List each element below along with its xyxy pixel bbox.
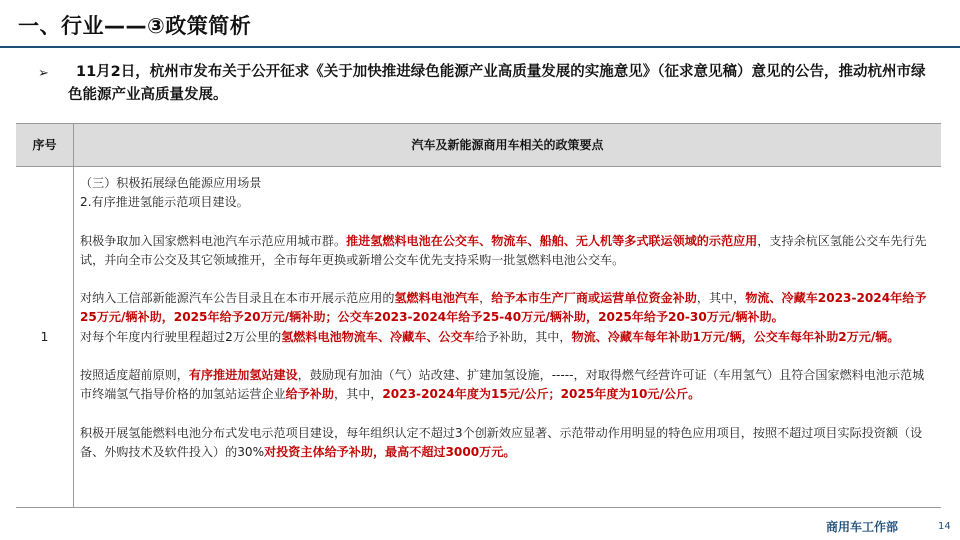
table-header bbox=[16, 124, 941, 167]
highlight-text: 2023-2024年度为15元/公斤；2025年度为10元/公斤。 bbox=[382, 387, 701, 402]
bullet-arrow-icon: ➢ bbox=[38, 66, 49, 81]
text: 对纳入工信部新能源汽车公告目录且在本市开展示范应用的 bbox=[80, 291, 395, 306]
text: 对每个年度内行驶里程超过2万公里的 bbox=[80, 329, 282, 344]
policy-content bbox=[80, 174, 932, 462]
text: ，其中， bbox=[696, 291, 746, 306]
page-title: 一、行业——③政策简析 bbox=[18, 14, 252, 38]
text: ， bbox=[479, 291, 492, 306]
highlight-text: 物流、冷藏车2023-2024年给予25万元/辆补助，2025年给予20万元/辆补助；公交车2023-2024年给予25-40万元/辆补助，2025年给予20-30万元/辆补助。 bbox=[80, 291, 927, 325]
title-divider bbox=[0, 46, 960, 48]
spacer bbox=[80, 347, 932, 366]
paragraph-hydrogen-station bbox=[80, 366, 932, 405]
text: ，其中， bbox=[334, 387, 383, 402]
section-title bbox=[80, 174, 932, 193]
header-serial: 序号 bbox=[16, 124, 74, 166]
highlight-text: 对投资主体给予补助，最高不超过3000万元。 bbox=[264, 444, 516, 459]
text: 按照适度超前原则， bbox=[80, 368, 189, 383]
text: 给予补助，其中， bbox=[474, 329, 572, 344]
row-number: 1 bbox=[40, 329, 49, 344]
column-divider bbox=[73, 166, 74, 507]
highlight-text: 给予补助 bbox=[285, 387, 334, 402]
paragraph-fuel-cell-demo bbox=[80, 232, 932, 271]
item-title-text: 2.有序推进氢能示范项目建设。 bbox=[80, 195, 249, 210]
bullet-text: 11月2日，杭州市发布关于公开征求《关于加快推进绿色能源产业高质量发展的实施意见》（征求意见稿）意见的公告，推动杭州市绿色能源产业高质量发展。 bbox=[68, 64, 926, 103]
paragraph-distributed-generation bbox=[80, 424, 932, 463]
text: 积极争取加入国家燃料电池汽车示范应用城市群。 bbox=[80, 233, 347, 248]
header-policy-points: 汽车及新能源商用车相关的政策要点 bbox=[411, 138, 604, 152]
policy-table bbox=[16, 123, 941, 508]
highlight-text: 给予本市生产厂商或运营单位资金补助 bbox=[491, 291, 697, 306]
highlight-text: 氢燃料电池物流车、冷藏车、公交车 bbox=[281, 329, 475, 344]
paragraph-mileage-subsidy bbox=[80, 328, 932, 347]
text: 积极开展氢能燃料电池分布式发电示范项目建设，每年组织认定不超过3个创新效应显著、示范带动作用明显的特色应用项目，按照不超过项目实际投资额（设备、外购技术及软件投入）的30% bbox=[80, 425, 923, 459]
spacer bbox=[80, 405, 932, 424]
page-number: 14 bbox=[938, 521, 951, 532]
highlight-text: 有序推进加氢站建设 bbox=[188, 368, 298, 383]
paragraph-vehicle-subsidy bbox=[80, 289, 932, 328]
highlight-text: 物流、冷藏车每年补助1万元/辆，公交车每年补助2万元/辆。 bbox=[571, 329, 900, 344]
text: ，支持余杭区氢能公交车先行先试，并向全市公交及其它领域推开，全市每年更换或新增公交车优先支持采购一批氢燃料电池公交车。 bbox=[80, 233, 927, 267]
department-label: 商用车工作部 bbox=[826, 520, 899, 534]
spacer bbox=[80, 270, 932, 289]
text: ，鼓励现有加油（气）站改建、扩建加氢设施，-----，对取得燃气经营许可证（车用氢气）且符合国家燃料电池示范城市终端氢气指导价格的加氢站运营企业 bbox=[80, 368, 925, 402]
item-title bbox=[80, 193, 932, 212]
spacer bbox=[80, 213, 932, 232]
highlight-text: 推进氢燃料电池在公交车、物流车、船舶、无人机等多式联运领域的示范应用 bbox=[346, 233, 758, 248]
section-title-text: （三）积极拓展绿色能源应用场景 bbox=[80, 176, 262, 190]
highlight-text: 氢燃料电池汽车 bbox=[394, 291, 480, 306]
